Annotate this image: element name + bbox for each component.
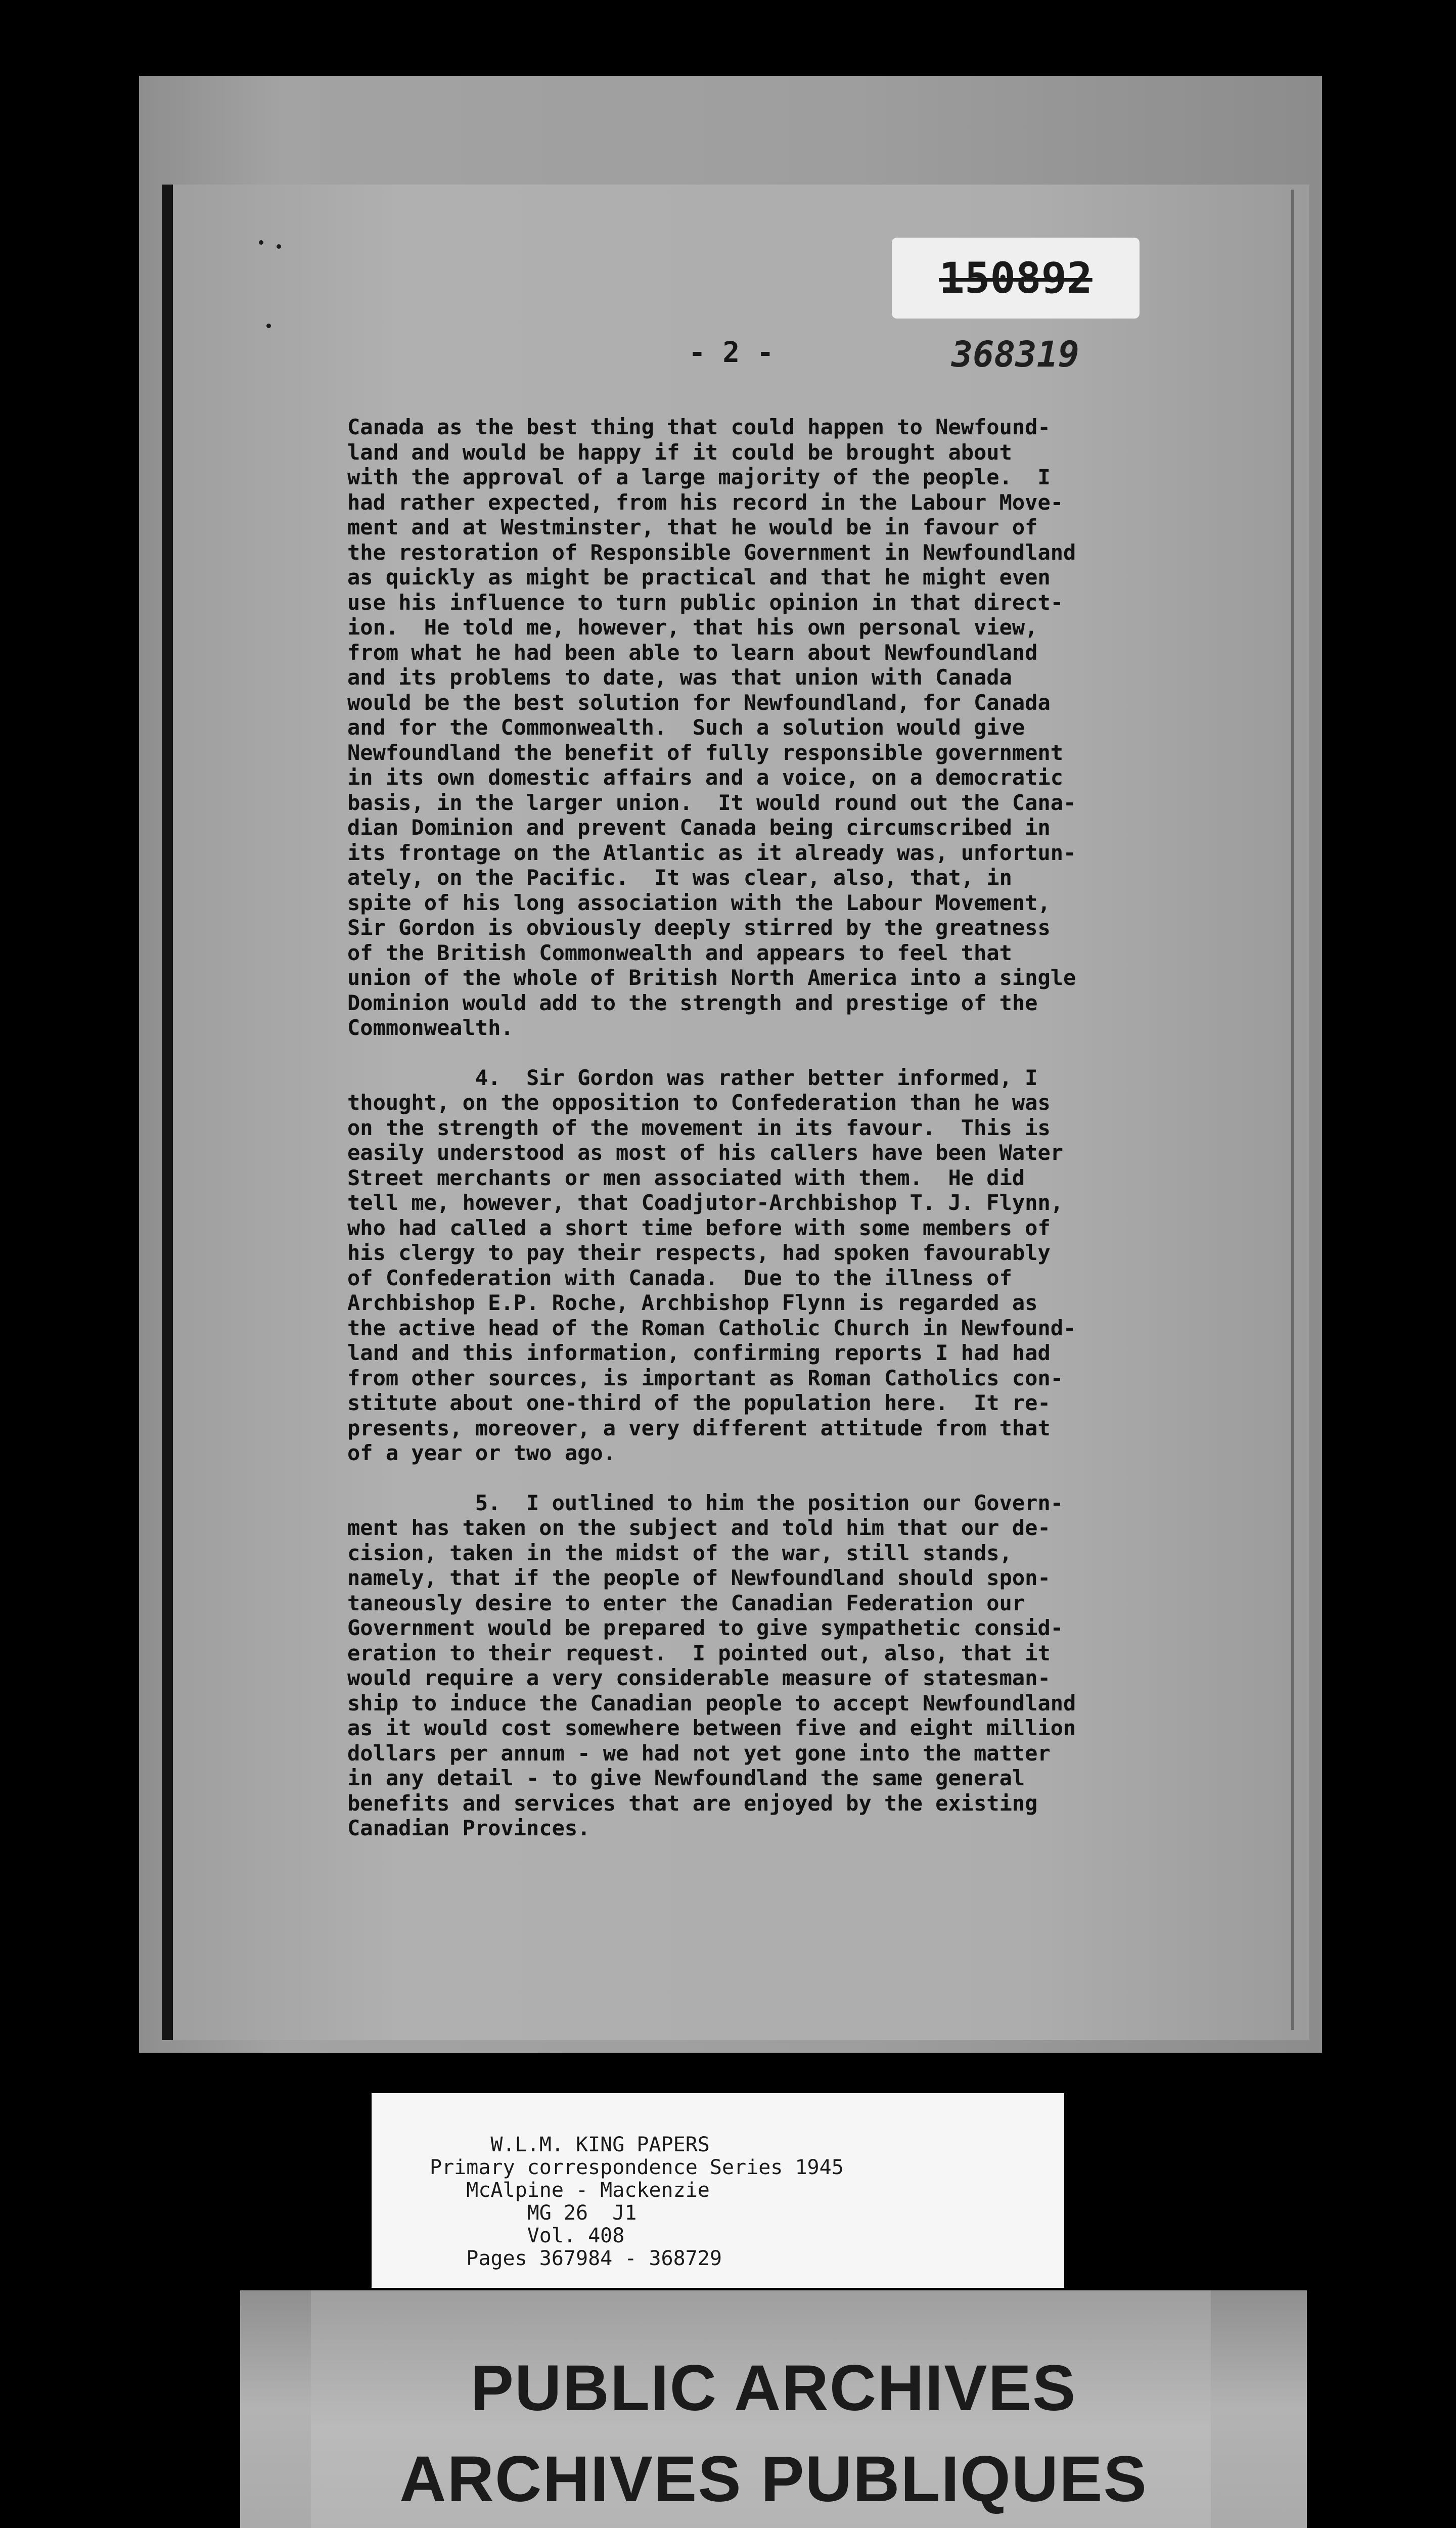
text-line: spite of his long association with the Labour Movement, (347, 890, 1051, 915)
text-line: of Confederation with Canada. Due to the illness of (347, 1265, 1012, 1290)
text-line: namely, that if the people of Newfoundland should spon- (347, 1565, 1051, 1590)
document-page (162, 185, 1309, 2040)
text-line: who had called a short time before with some members of (347, 1215, 1051, 1240)
paragraph-3 (347, 415, 1288, 1041)
text-line: ion. He told me, however, that his own personal view, (347, 615, 1038, 640)
text-line: tell me, however, that Coadjutor-Archbishop T. J. Flynn, (347, 1190, 1064, 1215)
text-line: Sir Gordon is obviously deeply stirred by the greatness (347, 915, 1051, 940)
label-line: W.L.M. KING PAPERS (430, 2133, 710, 2156)
text-line: and for the Commonwealth. Such a solution would give (347, 715, 1025, 740)
scan-speck (266, 324, 271, 328)
scan-speck (259, 240, 263, 245)
text-line: would be the best solution for Newfoundland, for Canada (347, 690, 1051, 715)
text-line: of a year or two ago. (347, 1440, 616, 1465)
document-number-tag (892, 238, 1140, 319)
text-line: in its own domestic affairs and a voice, on a democratic (347, 765, 1064, 790)
text-line: thought, on the opposition to Confederation than he was (347, 1090, 1051, 1115)
paragraph-5 (347, 1491, 1288, 1841)
text-line: ment and at Westminster, that he would be in favour of (347, 515, 1038, 539)
archive-label-card (372, 2093, 1064, 2288)
text-line: would require a very considerable measure of statesman- (347, 1665, 1051, 1690)
paragraph-4 (347, 1065, 1288, 1466)
text-line: ately, on the Pacific. It was clear, also, that, in (347, 865, 1012, 890)
text-line: in any detail - to give Newfoundland the same general (347, 1766, 1025, 1790)
letter-body (347, 415, 1288, 1841)
text-line: benefits and services that are enjoyed by the existing (347, 1790, 1038, 1816)
text-line: Newfoundland the benefit of fully responsible government (347, 740, 1064, 765)
page-edge (1291, 190, 1294, 2030)
text-line: Archbishop E.P. Roche, Archbishop Flynn is regarded as (347, 1290, 1038, 1315)
text-line: presents, moreover, a very different attitude from that (347, 1415, 1051, 1440)
text-line: union of the whole of British North America into a single (347, 965, 1076, 990)
text-line: 4. Sir Gordon was rather better informed, I (347, 1065, 1038, 1090)
text-line: on the strength of the movement in its favour. This is (347, 1115, 1051, 1140)
text-line: his clergy to pay their respects, had spoken favourably (347, 1240, 1051, 1265)
text-line: as it would cost somewhere between five and eight million (347, 1716, 1076, 1740)
text-line: Canadian Provinces. (347, 1816, 590, 1840)
archive-plate-line-1: PUBLIC ARCHIVES (470, 2352, 1077, 2424)
text-line: land and would be happy if it could be brought about (347, 439, 1012, 465)
text-line: Street merchants or men associated with them. He did (347, 1165, 1025, 1190)
text-line: dian Dominion and prevent Canada being circumscribed in (347, 815, 1051, 840)
text-line: dollars per annum - we had not yet gone into the matter (347, 1740, 1051, 1766)
text-line: ment has taken on the subject and told him that our de- (347, 1515, 1051, 1540)
text-line: had rather expected, from his record in the Labour Move- (347, 489, 1064, 515)
text-line: use his influence to turn public opinion in that direct- (347, 590, 1064, 615)
archive-plate (240, 2290, 1307, 2528)
text-line: of the British Commonwealth and appears to feel that (347, 940, 1012, 965)
text-line: Government would be prepared to give sympathetic consid- (347, 1615, 1064, 1640)
page-number: - 2 - (689, 336, 774, 369)
text-line: taneously desire to enter the Canadian Federation our (347, 1590, 1025, 1615)
text-line: cision, taken in the midst of the war, still stands, (347, 1540, 1012, 1565)
scan-speck (277, 244, 281, 249)
text-line: as quickly as might be practical and that he might even (347, 565, 1051, 590)
text-line: Commonwealth. (347, 1015, 514, 1040)
label-line: Pages 367984 - 368729 (430, 2247, 722, 2270)
text-line: easily understood as most of his callers have been Water (347, 1140, 1064, 1165)
label-line: Primary correspondence Series 1945 (430, 2156, 844, 2179)
text-line: the active head of the Roman Catholic Church in Newfound- (347, 1315, 1076, 1340)
text-line: the restoration of Responsible Government in Newfoundland (347, 539, 1076, 565)
text-line: eration to their request. I pointed out, also, that it (347, 1640, 1051, 1665)
text-line: Dominion would add to the strength and prestige of the (347, 990, 1038, 1015)
label-line: MG 26 J1 (430, 2201, 637, 2225)
text-line: with the approval of a large majority of the people. I (347, 465, 1051, 489)
archive-label-text (430, 2134, 844, 2270)
text-line: its frontage on the Atlantic as it already was, unfortun- (347, 840, 1076, 865)
archive-stamp-number: 368319 (951, 334, 1079, 375)
text-line: and its problems to date, was that union with Canada (347, 665, 1012, 690)
text-line: land and this information, confirming reports I had had (347, 1340, 1051, 1365)
text-line: 5. I outlined to him the position our Govern- (347, 1490, 1064, 1515)
text-line: from other sources, is important as Roman Catholics con- (347, 1365, 1064, 1390)
archive-plate-line-2: ARCHIVES PUBLIQUES (399, 2443, 1148, 2515)
label-line: McAlpine - Mackenzie (430, 2179, 710, 2202)
text-line: basis, in the larger union. It would round out the Cana- (347, 790, 1076, 815)
text-line: Canada as the best thing that could happen to Newfound- (347, 415, 1051, 439)
text-line: from what he had been able to learn about Newfoundland (347, 640, 1038, 665)
document-number: 150892 (939, 253, 1093, 303)
text-line: ship to induce the Canadian people to accept Newfoundland (347, 1690, 1076, 1716)
label-line: Vol. 408 (430, 2224, 625, 2247)
text-line: stitute about one-third of the population here. It re- (347, 1390, 1051, 1415)
